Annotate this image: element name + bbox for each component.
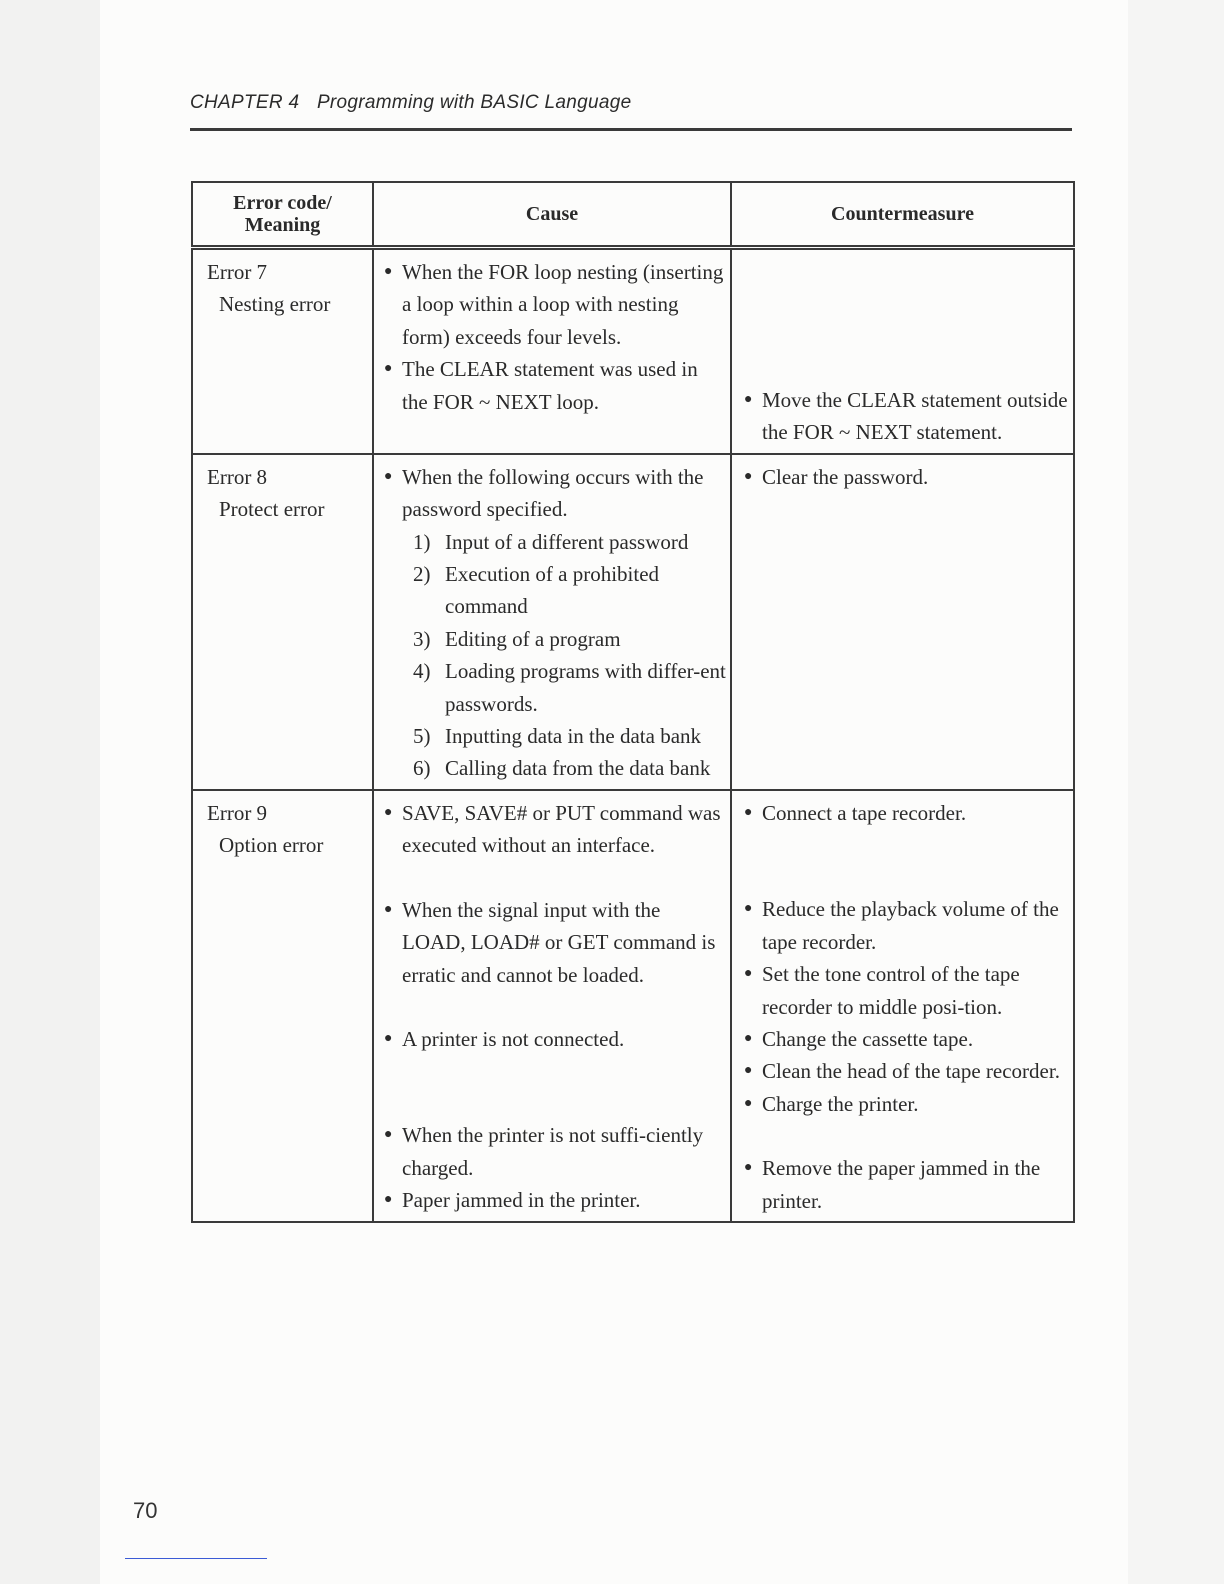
countermeasure-item: ● Move the CLEAR statement outside the FOR ~ NEXT statement. [744, 384, 1069, 449]
bullet-icon: ● [744, 1095, 753, 1111]
chapter-label: CHAPTER 4 [190, 92, 300, 113]
cause-cell [373, 790, 731, 1222]
countermeasure-cell [731, 454, 1074, 790]
header-code-line2: Meaning [244, 214, 321, 236]
bullet-icon: ● [384, 1030, 393, 1046]
countermeasure-item: ● Change the cassette tape. [744, 1023, 1069, 1055]
table-row [192, 454, 1074, 790]
bullet-icon: ● [744, 1030, 753, 1046]
countermeasure-item: ● Connect a tape recorder. [744, 797, 1069, 829]
sub-item: 6) Calling data from the data bank [413, 756, 711, 781]
bullet-icon: ● [384, 468, 393, 484]
cause-item: ● When the signal input with the LOAD, LOAD# or GET command is erratic and cannot be loaded. [384, 894, 726, 991]
cause-item: ● SAVE, SAVE# or PUT command was executed without an interface. [384, 797, 726, 862]
cause-item: ● When the printer is not suffi-ciently charged. [384, 1119, 726, 1184]
error-code-cell [192, 790, 373, 1222]
bullet-icon: ● [744, 966, 753, 982]
sub-item: 3) Editing of a program [413, 626, 621, 651]
bullet-icon: ● [744, 901, 753, 917]
cause-item: ● When the FOR loop nesting (inserting a loop within a loop with nesting form) exceeds four levels. [384, 256, 726, 353]
countermeasure-item: ● Reduce the playback volume of the tape recorder. [744, 893, 1069, 958]
error-code: Error 7 [207, 260, 268, 284]
countermeasure-cell [731, 248, 1074, 454]
error-meaning: Nesting error [219, 292, 331, 317]
sub-item: 1) Input of a different password [413, 529, 689, 554]
cause-cell [373, 454, 731, 790]
cause-item: ● A printer is not connected. [384, 1023, 726, 1055]
cause-item: ● When the following occurs with the password specified. [384, 461, 726, 526]
bullet-icon: ● [744, 392, 753, 407]
bullet-icon: ● [384, 361, 393, 377]
running-header [190, 92, 631, 114]
sub-item: 4) Loading programs with differ-ent passwords. [413, 659, 726, 716]
countermeasure-item: ● Clear the password. [744, 461, 1069, 493]
bullet-icon: ● [744, 1063, 753, 1079]
bullet-icon: ● [744, 804, 753, 820]
bullet-icon: ● [384, 804, 393, 820]
page-gutter-right [1128, 0, 1224, 1584]
error-table [191, 181, 1075, 1223]
error-code-cell [192, 454, 373, 790]
countermeasure-item: ● Charge the printer. [744, 1088, 1069, 1120]
cause-cell [373, 248, 731, 454]
header-error-code [192, 182, 373, 248]
countermeasure-item: ● Set the tone control of the tape recorder to middle posi-tion. [744, 958, 1069, 1023]
header-rule [190, 128, 1072, 131]
countermeasure-item: ● Clean the head of the tape recorder. [744, 1055, 1069, 1087]
countermeasure-cell [731, 790, 1074, 1222]
sub-item: 5) Inputting data in the data bank [413, 724, 702, 749]
bullet-icon: ● [384, 1192, 393, 1208]
countermeasure-item: ● Remove the paper jammed in the printer. [744, 1152, 1069, 1217]
header-countermeasure: Countermeasure [731, 182, 1074, 248]
bullet-icon: ● [384, 1127, 393, 1143]
error-code: Error 9 [207, 800, 268, 825]
bullet-icon: ● [384, 901, 393, 917]
cause-item: ● Paper jammed in the printer. [384, 1184, 726, 1216]
page-number: 70 [133, 1498, 158, 1523]
table-row [192, 790, 1074, 1222]
sub-item: 2) Execution of a prohibited command [413, 562, 660, 619]
header-code-line1: Error code/ [233, 192, 332, 214]
error-code: Error 8 [207, 464, 268, 489]
error-meaning: Option error [219, 833, 324, 858]
error-code-cell [192, 248, 373, 454]
page-gutter-left [0, 0, 100, 1584]
cause-item: ● The CLEAR statement was used in the FOR ~ NEXT loop. [384, 353, 726, 418]
bullet-icon: ● [384, 264, 393, 279]
table-row [192, 248, 1074, 454]
error-meaning: Protect error [219, 497, 325, 522]
header-cause: Cause [373, 182, 731, 248]
bullet-icon: ● [744, 468, 753, 484]
table-header-row [192, 182, 1074, 248]
chapter-title: Programming with BASIC Language [316, 92, 632, 113]
bullet-icon: ● [744, 1160, 753, 1176]
footer-rule [125, 1558, 267, 1559]
